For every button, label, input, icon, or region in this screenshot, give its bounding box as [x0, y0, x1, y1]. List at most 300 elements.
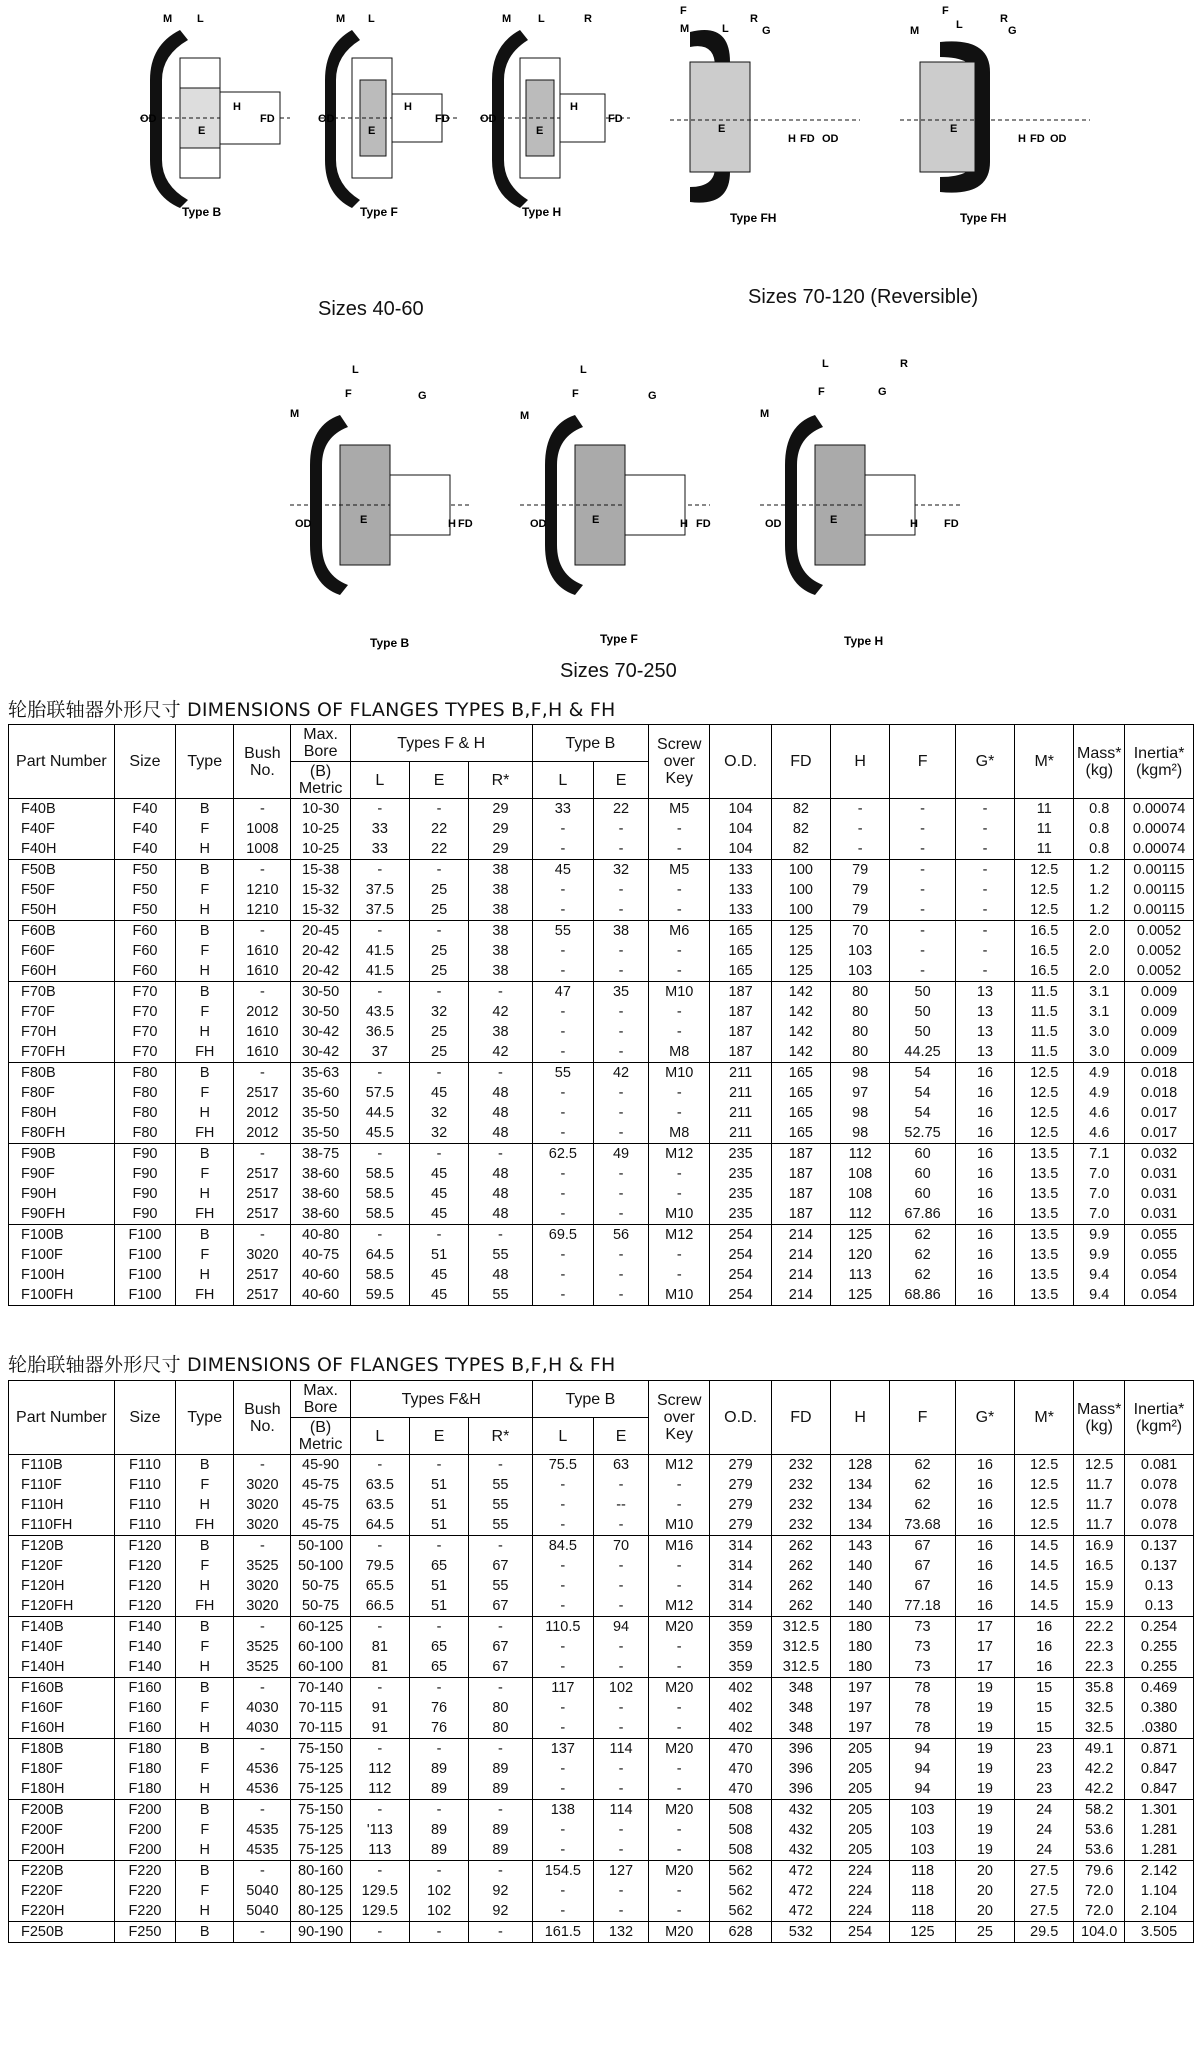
table-cell: 67 [469, 1637, 532, 1657]
table-cell: 55 [532, 921, 593, 942]
table-cell: F80 [114, 1103, 175, 1123]
table-cell: 103 [890, 1820, 956, 1840]
table-cell: 48 [469, 1083, 532, 1103]
table-cell: - [532, 1475, 593, 1495]
figure-type-label: Type H [522, 205, 562, 219]
table-cell: 0.055 [1125, 1225, 1194, 1246]
table-cell: 80 [831, 982, 890, 1003]
table-cell: - [594, 1123, 649, 1144]
table-cell: - [532, 1840, 593, 1861]
table-cell: 7.1 [1074, 1144, 1125, 1165]
svg-text:H: H [680, 518, 688, 530]
table-cell: 55 [469, 1495, 532, 1515]
table-cell: F80 [114, 1123, 175, 1144]
table-cell: 51 [409, 1576, 468, 1596]
svg-text:H: H [910, 518, 918, 530]
table-cell: 55 [469, 1285, 532, 1306]
table-cell: 0.031 [1125, 1164, 1194, 1184]
table-cell: 224 [830, 1901, 889, 1922]
table-cell: - [594, 1103, 649, 1123]
table-cell: 24 [1015, 1800, 1074, 1821]
table-cell: 359 [710, 1657, 771, 1678]
table-row [9, 1204, 1194, 1225]
svg-text:R: R [1000, 13, 1008, 25]
table-cell: 22.3 [1074, 1657, 1125, 1678]
svg-text:OD: OD [1050, 133, 1067, 145]
table-cell: 62 [890, 1455, 956, 1476]
table-cell: 75-150 [291, 1800, 350, 1821]
table-cell: 0.032 [1125, 1144, 1194, 1165]
table-cell: 22 [594, 799, 649, 820]
table-cell: 12.5 [1015, 1515, 1074, 1536]
table-cell: 132 [594, 1922, 649, 1943]
svg-text:G: G [1008, 25, 1017, 37]
table-cell: 24 [1015, 1840, 1074, 1861]
table-cell: - [469, 982, 532, 1003]
table-cell: - [469, 1800, 532, 1821]
table-cell: 232 [771, 1515, 830, 1536]
table-cell: 78 [890, 1698, 956, 1718]
table-cell: 224 [830, 1861, 889, 1882]
table-cell: 35-50 [291, 1103, 350, 1123]
table-cell: - [890, 839, 956, 860]
table-cell: 114 [594, 1800, 649, 1821]
table-cell: 40-60 [291, 1265, 350, 1285]
table-cell: 114 [594, 1739, 649, 1760]
table-title-2: 轮胎联轴器外形尺寸 DIMENSIONS OF FLANGES TYPES B,F,H & FH [8, 1354, 616, 1376]
table-row [9, 1861, 1194, 1882]
table-cell: - [955, 900, 1014, 921]
table-cell: F120 [114, 1576, 175, 1596]
table-cell: 20 [955, 1861, 1014, 1882]
figure-row-sizes-70-250 [0, 345, 1200, 685]
table-cell: 62 [890, 1265, 956, 1285]
table-cell: 80 [831, 1002, 890, 1022]
header-type-b: Type B [532, 725, 648, 762]
table-cell: 79 [831, 900, 890, 921]
table-cell: 60 [890, 1144, 956, 1165]
table-cell: F110 [114, 1495, 175, 1515]
table-cell: M8 [649, 1123, 710, 1144]
table-cell: - [532, 1002, 593, 1022]
table-cell: 51 [409, 1495, 468, 1515]
table-cell: 4535 [234, 1840, 291, 1861]
table-cell: 89 [409, 1759, 468, 1779]
table-cell: 41.5 [350, 961, 409, 982]
table-cell: - [649, 1184, 710, 1204]
table-cell: - [594, 1881, 649, 1901]
table-cell: - [234, 860, 291, 881]
table-cell: 79.6 [1074, 1861, 1125, 1882]
header-r: R* [469, 762, 532, 799]
table-cell: M8 [649, 1042, 710, 1063]
part-number-cell: F120H [9, 1576, 115, 1596]
header-inertia: Inertia* (kgm²) [1125, 1381, 1194, 1455]
table-cell: M12 [649, 1225, 710, 1246]
table-cell: F40 [114, 819, 175, 839]
table-cell: 470 [710, 1739, 771, 1760]
table-cell: 32 [409, 1123, 468, 1144]
table-cell: - [234, 1617, 291, 1638]
table-row [9, 819, 1194, 839]
table-row [9, 1265, 1194, 1285]
table-cell: 72.0 [1074, 1901, 1125, 1922]
table-cell: 84.5 [532, 1536, 593, 1557]
table-row [9, 1103, 1194, 1123]
table-cell: 314 [710, 1536, 771, 1557]
table-cell: F [176, 819, 234, 839]
table-cell: F40 [114, 799, 175, 820]
table-cell: 0.054 [1125, 1265, 1194, 1285]
table-cell: 62 [890, 1475, 956, 1495]
table-cell: - [469, 1536, 532, 1557]
svg-text:FD: FD [458, 518, 473, 530]
table-cell: 60-125 [291, 1617, 350, 1638]
table-cell: 38 [594, 921, 649, 942]
table-cell: 76 [409, 1718, 468, 1739]
table-cell: 628 [710, 1922, 771, 1943]
table-cell: 14.5 [1015, 1536, 1074, 1557]
part-number-cell: F110B [9, 1455, 115, 1476]
table-cell: 1008 [234, 839, 291, 860]
table-cell: 562 [710, 1901, 771, 1922]
part-number-cell: F50H [9, 900, 115, 921]
table-cell: H [176, 1779, 234, 1800]
svg-text:H: H [404, 101, 412, 113]
table-cell: 51 [409, 1475, 468, 1495]
table-cell: 16 [955, 1495, 1014, 1515]
table-cell: 40-75 [291, 1245, 350, 1265]
table-cell: F100 [114, 1285, 175, 1306]
table-cell: 16.5 [1074, 1556, 1125, 1576]
svg-text:OD: OD [480, 113, 497, 125]
table-cell: 472 [771, 1881, 830, 1901]
table-cell: 197 [830, 1718, 889, 1739]
table-cell: 129.5 [350, 1901, 409, 1922]
table-cell: 91 [350, 1698, 409, 1718]
table-cell: 5040 [234, 1901, 291, 1922]
table-cell: 48 [469, 1123, 532, 1144]
table-cell: 3.0 [1074, 1022, 1125, 1042]
table-cell: - [649, 1637, 710, 1657]
table-cell: - [234, 1063, 291, 1084]
svg-text:FD: FD [944, 518, 959, 530]
table-cell: - [409, 1800, 468, 1821]
table-cell: 187 [710, 1002, 771, 1022]
table-cell: 262 [771, 1576, 830, 1596]
table-cell: 0.137 [1125, 1556, 1194, 1576]
table-cell: 30-42 [291, 1042, 350, 1063]
table-cell: 62 [890, 1495, 956, 1515]
table-cell: 16 [955, 1204, 1014, 1225]
table-cell: - [594, 1285, 649, 1306]
table-cell: F100 [114, 1265, 175, 1285]
table-row [9, 1285, 1194, 1306]
table-cell: 14.5 [1015, 1576, 1074, 1596]
table-cell: 100 [771, 880, 830, 900]
table-cell: 359 [710, 1637, 771, 1657]
svg-text:E: E [950, 123, 958, 135]
table-cell: 117 [532, 1678, 593, 1699]
table-cell: 0.00115 [1125, 860, 1194, 881]
header-fd: FD [771, 725, 830, 799]
table-cell: 118 [890, 1881, 956, 1901]
table-cell: - [594, 1475, 649, 1495]
svg-text:M: M [910, 25, 920, 37]
table-cell: 35 [594, 982, 649, 1003]
table-cell: - [594, 1596, 649, 1617]
svg-text:F: F [572, 388, 579, 400]
table-row [9, 1922, 1194, 1943]
table-cell: - [409, 982, 468, 1003]
header-bore-metric: (B) Metric [291, 762, 350, 799]
part-number-cell: F220B [9, 1861, 115, 1882]
table-cell: 68.86 [890, 1285, 956, 1306]
table-cell: 214 [771, 1285, 830, 1306]
table-cell: F100 [114, 1225, 175, 1246]
table-cell: F60 [114, 921, 175, 942]
table-cell: - [532, 1204, 593, 1225]
table-cell: 32 [594, 860, 649, 881]
part-number-cell: F180H [9, 1779, 115, 1800]
table-cell: - [350, 1861, 409, 1882]
table-cell: 3.0 [1074, 1042, 1125, 1063]
table-cell: 65 [409, 1556, 468, 1576]
table-cell: 0.0052 [1125, 941, 1194, 961]
table-cell: 11.5 [1015, 1042, 1074, 1063]
table-row [9, 1002, 1194, 1022]
table-cell: - [409, 1536, 468, 1557]
table-cell: 55 [469, 1576, 532, 1596]
table-cell: 22.3 [1074, 1637, 1125, 1657]
table-cell: 214 [771, 1265, 830, 1285]
table-cell: 0.8 [1074, 799, 1125, 820]
table-cell: 29.5 [1015, 1922, 1074, 1943]
dimensions-table-1 [8, 724, 1194, 1306]
table-cell: 103 [890, 1800, 956, 1821]
table-cell: 78 [890, 1678, 956, 1699]
table-cell: 348 [771, 1698, 830, 1718]
table-cell: 16 [955, 1475, 1014, 1495]
svg-text:F: F [818, 386, 825, 398]
table-cell: - [409, 1225, 468, 1246]
svg-text:F: F [680, 5, 687, 17]
table-cell: 65 [409, 1657, 468, 1678]
table-cell: 16 [1015, 1637, 1074, 1657]
table-cell: 78 [890, 1718, 956, 1739]
header-l: L [350, 762, 409, 799]
table-cell: F160 [114, 1718, 175, 1739]
table-cell: 2.0 [1074, 961, 1125, 982]
table-cell: 432 [771, 1820, 830, 1840]
table-cell: 0.847 [1125, 1759, 1194, 1779]
header-fd: FD [771, 1381, 830, 1455]
table-cell: F70 [114, 1042, 175, 1063]
table-cell: F220 [114, 1861, 175, 1882]
svg-text:L: L [722, 23, 729, 35]
table-cell: 79 [831, 880, 890, 900]
table-cell: F120 [114, 1596, 175, 1617]
table-row [9, 799, 1194, 820]
table-cell: 112 [831, 1204, 890, 1225]
table-cell: 89 [469, 1779, 532, 1800]
table-cell: 20 [955, 1881, 1014, 1901]
table-cell: 359 [710, 1617, 771, 1638]
table-cell: - [532, 1245, 593, 1265]
table-cell: 58.5 [350, 1204, 409, 1225]
table-cell: 36.5 [350, 1022, 409, 1042]
table-cell: 205 [830, 1820, 889, 1840]
table-cell: - [532, 880, 593, 900]
table-cell: 11.5 [1015, 982, 1074, 1003]
part-number-cell: F50F [9, 880, 115, 900]
table-cell: 73 [890, 1617, 956, 1638]
table-cell: - [890, 900, 956, 921]
table-cell: 13 [955, 1042, 1014, 1063]
table-cell: - [234, 1739, 291, 1760]
part-number-cell: F80F [9, 1083, 115, 1103]
table-cell: 532 [771, 1922, 830, 1943]
header-screw-over-key: Screw over Key [649, 1381, 710, 1455]
table-cell: 7.0 [1074, 1184, 1125, 1204]
table-cell: F [176, 1002, 234, 1022]
table-cell: F140 [114, 1637, 175, 1657]
table-cell: 38-60 [291, 1184, 350, 1204]
table-cell: 38-60 [291, 1204, 350, 1225]
svg-text:FD: FD [696, 518, 711, 530]
table-cell: 67 [469, 1596, 532, 1617]
table-cell: 1.281 [1125, 1840, 1194, 1861]
table-cell: 35-63 [291, 1063, 350, 1084]
table-cell: F50 [114, 900, 175, 921]
table-cell: - [649, 1245, 710, 1265]
figure-type-h-small [480, 10, 630, 220]
table-cell: - [532, 1515, 593, 1536]
table-cell: 235 [710, 1184, 771, 1204]
table-cell: 35-50 [291, 1123, 350, 1144]
table-cell: F90 [114, 1204, 175, 1225]
table-cell: 79 [831, 860, 890, 881]
table-cell: 13.5 [1015, 1285, 1074, 1306]
table-cell: 32 [409, 1002, 468, 1022]
header-e: E [409, 1418, 468, 1455]
table-cell: 45 [532, 860, 593, 881]
table-cell: 12.5 [1015, 900, 1074, 921]
table-cell: - [350, 1922, 409, 1943]
figure-type-label: Type B [182, 205, 222, 219]
table-cell: 1.301 [1125, 1800, 1194, 1821]
table-cell: 0.078 [1125, 1475, 1194, 1495]
svg-text:M: M [336, 13, 346, 25]
table-cell: 211 [710, 1083, 771, 1103]
table-cell: - [649, 1265, 710, 1285]
table-cell: F200 [114, 1840, 175, 1861]
header-b-e: E [594, 1418, 649, 1455]
header-max-bore: Max. Bore [291, 725, 350, 762]
figure-type-fh-a [670, 2, 860, 232]
part-number-cell: F110FH [9, 1515, 115, 1536]
table-cell: 12.5 [1015, 1103, 1074, 1123]
figure-type-b-large [290, 355, 473, 655]
table-cell: - [409, 799, 468, 820]
table-cell: 224 [830, 1881, 889, 1901]
table-cell: 49 [594, 1144, 649, 1165]
table-cell: - [649, 1779, 710, 1800]
table-cell: 52.75 [890, 1123, 956, 1144]
table-cell: 12.5 [1015, 1063, 1074, 1084]
svg-text:G: G [762, 25, 771, 37]
table-cell: 110.5 [532, 1617, 593, 1638]
table-cell: 94 [890, 1759, 956, 1779]
table-cell: 15-38 [291, 860, 350, 881]
table-cell: F120 [114, 1536, 175, 1557]
part-number-cell: F180B [9, 1739, 115, 1760]
table-cell: 59.5 [350, 1285, 409, 1306]
table-cell: F70 [114, 1002, 175, 1022]
header-size: Size [114, 725, 175, 799]
table-cell: 104 [710, 839, 771, 860]
part-number-cell: F50B [9, 860, 115, 881]
figure-row-sizes-40-120 [0, 0, 1200, 320]
table-cell: 14.5 [1015, 1556, 1074, 1576]
table-cell: 2517 [234, 1083, 291, 1103]
table-cell: 80-125 [291, 1901, 350, 1922]
table-cell: 143 [830, 1536, 889, 1557]
table-row [9, 1063, 1194, 1084]
header-mass: Mass* (kg) [1074, 1381, 1125, 1455]
table-cell: 27.5 [1015, 1861, 1074, 1882]
table-cell: 3020 [234, 1495, 291, 1515]
table-cell: 42 [469, 1042, 532, 1063]
table-cell: 45 [409, 1184, 468, 1204]
table-cell: 142 [771, 1042, 830, 1063]
table-cell: - [350, 1800, 409, 1821]
table-cell: M20 [649, 1617, 710, 1638]
svg-text:M: M [290, 408, 300, 420]
table-cell: 0.018 [1125, 1063, 1194, 1084]
table-cell: - [594, 1698, 649, 1718]
table-cell: B [176, 1739, 234, 1760]
table-cell: 187 [710, 982, 771, 1003]
table-cell: B [176, 1922, 234, 1943]
table-cell: F [176, 1637, 234, 1657]
table-cell: F40 [114, 839, 175, 860]
table-cell: - [469, 1455, 532, 1476]
header-bush-no: Bush No. [234, 1381, 291, 1455]
part-number-cell: F120B [9, 1536, 115, 1557]
table-cell: 30-50 [291, 1002, 350, 1022]
table-cell: 113 [350, 1840, 409, 1861]
table-cell: - [234, 1225, 291, 1246]
table-cell: - [532, 961, 593, 982]
table-cell: 63.5 [350, 1475, 409, 1495]
table-cell: -- [594, 1495, 649, 1515]
table-cell: 0.255 [1125, 1657, 1194, 1678]
table-cell: 50-100 [291, 1556, 350, 1576]
table-cell: 58.5 [350, 1265, 409, 1285]
table-row [9, 880, 1194, 900]
svg-text:H: H [448, 518, 456, 530]
table-cell: - [649, 1881, 710, 1901]
part-number-cell: F200F [9, 1820, 115, 1840]
table-cell: 254 [710, 1225, 771, 1246]
header-b-e: E [594, 762, 649, 799]
table-row [9, 1739, 1194, 1760]
table-cell: 402 [710, 1718, 771, 1739]
table-cell: - [594, 819, 649, 839]
table-cell: - [469, 1739, 532, 1760]
table-cell: 66.5 [350, 1596, 409, 1617]
